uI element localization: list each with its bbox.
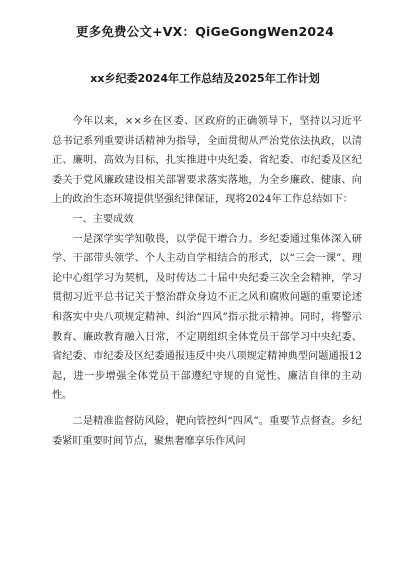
section-heading-achievements: 一、主要成效: [72, 213, 134, 225]
document-title: xx乡纪委2024年工作总结及2025年工作计划: [90, 72, 320, 85]
paragraph-supervision: 二是精准监督防风险，靶向管控纠“四风”。重要节点督查。乡纪委紧盯重要时间节点，聚焦奢靡享乐作风问: [52, 415, 362, 447]
document-body: [52, 112, 362, 451]
paragraph-study: 一是深学实学知敬畏，以学促干增合力。乡纪委通过集体深入研学、干部带头领学、个人主动自学相结合的形式，以“三会一课”、理论中心组学习为契机，及时传达二十届中央纪委三次全会精神，学习贯彻习近平总书记关于整治群众身边不正之风和腐败问题的重要论述和落实中央八项规定精神、纠治“四风”指示批示精神。同时，将警示教育、廉政教育融入日常，不定期组织全体党员干部学习中央纪委、省纪委、市纪委及区纪委通报违反中央八项规定精神典型问题通报12起，进一步增强全体党员干部遵纪守规的自觉性、廉洁自律的主动性。: [52, 233, 362, 402]
promo-banner: 更多免费公文+VX：QiGeGongWen2024: [75, 24, 335, 39]
intro-paragraph: 今年以来，××乡在区委、区政府的正确领导下，坚持以习近平总书记系列重要讲话精神为指导，全面贯彻从严治党依法执政，以清正、廉明、高效为目标，扎实推进中央纪委、省纪委、市纪委及区纪委关于党风廉政建设相关部署要求落实落地，为全乡廉政、健康、向上的政治生态环境提供坚强纪律保证，现将2024年工作总结如下：: [52, 116, 362, 206]
